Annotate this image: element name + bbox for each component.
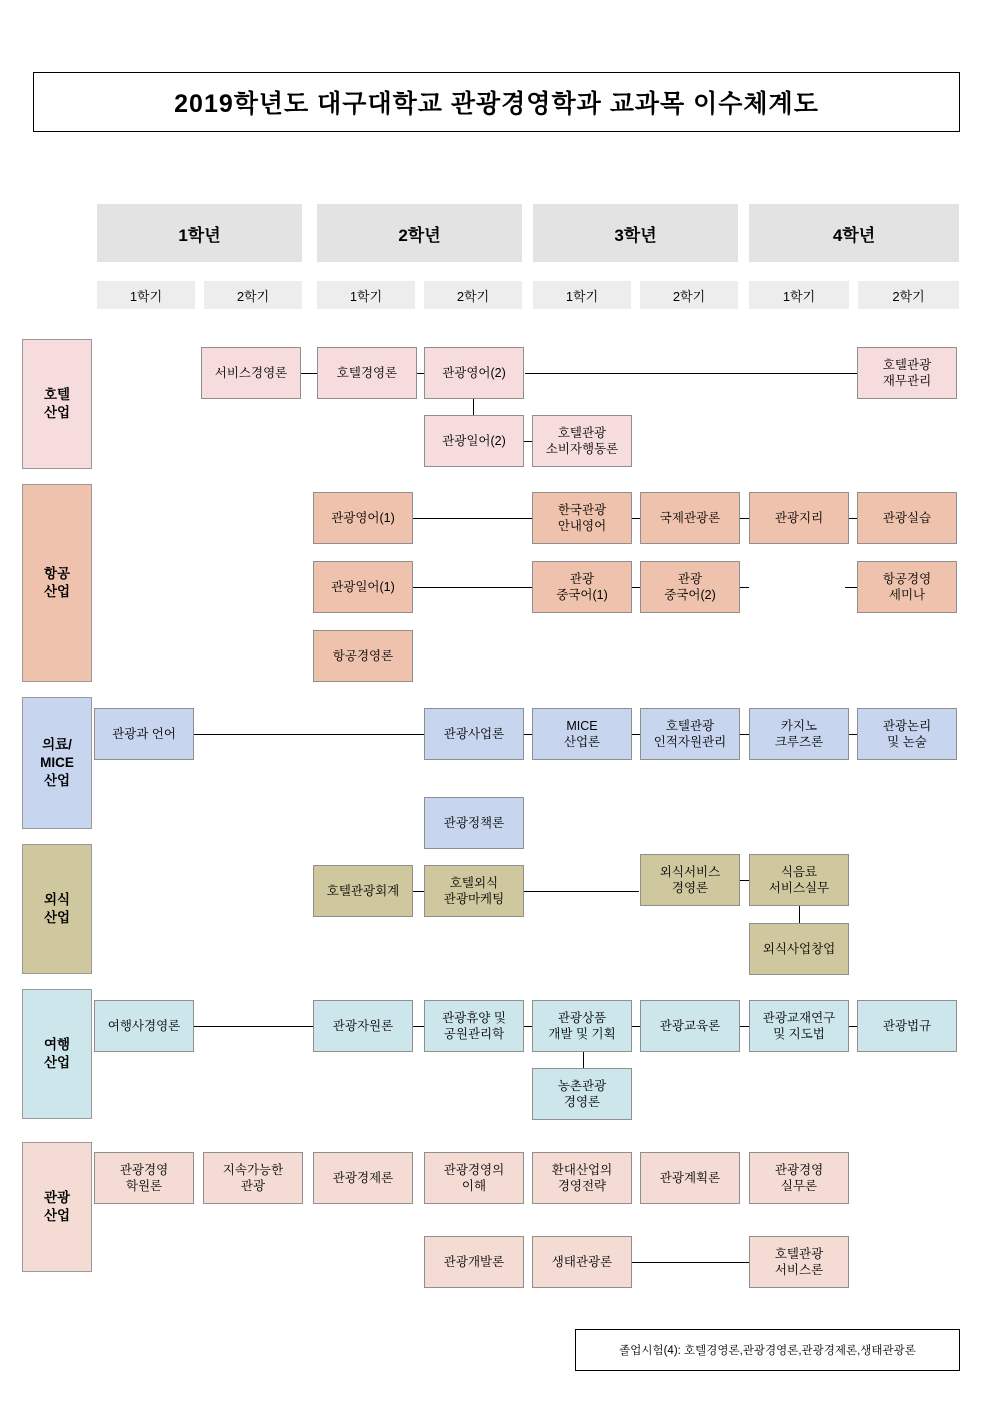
semester-header-2-2: [423, 280, 523, 310]
connector-line: [525, 373, 858, 374]
course-box[interactable]: 호텔관광 서비스론: [749, 1236, 849, 1288]
page-title-text: 2019학년도 대구대학교 관광경영학과 교과목 이수체계도: [174, 90, 819, 118]
semester-header-3-2: [639, 280, 739, 310]
course-box[interactable]: 항공경영 세미나: [857, 561, 957, 613]
course-box[interactable]: 관광교재연구 및 지도법: [749, 1000, 849, 1052]
connector-line: [412, 518, 532, 519]
connector-line: [194, 734, 424, 735]
semester-header-3-2-label: 2학기: [672, 288, 706, 304]
year-header-4-label: 4학년: [832, 225, 876, 245]
semester-header-2-1-label: 1학기: [349, 288, 383, 304]
semester-header-1-1-label: 1학기: [129, 288, 163, 304]
course-box[interactable]: 관광경영 학원론: [94, 1152, 194, 1204]
course-box[interactable]: 관광법규: [857, 1000, 957, 1052]
course-box[interactable]: 호텔경영론: [317, 347, 417, 399]
graduation-exam-note-text: 졸업시험(4): 호텔경영론,관광경영론,관광경제론,생태관광론: [619, 1345, 916, 1357]
connector-line: [799, 906, 800, 923]
course-box[interactable]: MICE 산업론: [532, 708, 632, 760]
category-label-food: 외식 산업: [22, 844, 92, 974]
connector-line: [583, 1052, 584, 1068]
semester-header-3-1-label: 1학기: [565, 288, 599, 304]
course-box[interactable]: 국제관광론: [640, 492, 740, 544]
year-header-3: [532, 203, 739, 263]
semester-header-3-1: [532, 280, 632, 310]
year-header-2-label: 2학년: [398, 225, 441, 245]
course-box[interactable]: 관광일어(1): [313, 561, 413, 613]
course-box[interactable]: 호텔관광 인적자원관리: [640, 708, 740, 760]
graduation-exam-note: [575, 1329, 960, 1371]
semester-header-1-2: [203, 280, 303, 310]
course-box[interactable]: 한국관광 안내영어: [532, 492, 632, 544]
semester-header-4-2: [857, 280, 960, 310]
course-box[interactable]: 관광교육론: [640, 1000, 740, 1052]
category-label-air: 항공 산업: [22, 484, 92, 682]
course-box[interactable]: 호텔외식 관광마케팅: [424, 865, 524, 917]
course-box[interactable]: 관광지리: [749, 492, 849, 544]
course-box[interactable]: 관광경영의 이해: [424, 1152, 524, 1204]
page-title: [33, 72, 960, 132]
course-box[interactable]: 관광상품 개발 및 기획: [532, 1000, 632, 1052]
semester-header-1-2-label: 2학기: [236, 288, 270, 304]
course-box[interactable]: 관광휴양 및 공원관리학: [424, 1000, 524, 1052]
semester-header-2-1: [316, 280, 416, 310]
course-box[interactable]: 관광경영 실무론: [749, 1152, 849, 1204]
course-box[interactable]: 여행사경영론: [94, 1000, 194, 1052]
course-box[interactable]: 호텔관광 소비자행동론: [532, 415, 632, 467]
course-box[interactable]: 관광일어(2): [424, 415, 524, 467]
course-box[interactable]: 호텔관광회계: [313, 865, 413, 917]
semester-header-4-1-label: 1학기: [782, 288, 816, 304]
year-header-3-label: 3학년: [614, 225, 657, 245]
semester-header-1-1: [96, 280, 196, 310]
connector-line: [412, 587, 532, 588]
course-box[interactable]: 관광사업론: [424, 708, 524, 760]
category-label-mice: 의료/ MICE 산업: [22, 697, 92, 829]
course-box[interactable]: 관광개발론: [424, 1236, 524, 1288]
course-box[interactable]: 외식사업창업: [749, 923, 849, 975]
semester-header-2-2-label: 2학기: [456, 288, 490, 304]
course-box[interactable]: 관광정책론: [424, 797, 524, 849]
course-box[interactable]: 식음료 서비스실무: [749, 854, 849, 906]
semester-header-4-1: [748, 280, 850, 310]
course-box[interactable]: 관광영어(2): [424, 347, 524, 399]
course-box[interactable]: 서비스경영론: [201, 347, 301, 399]
course-box[interactable]: 외식서비스 경영론: [640, 854, 740, 906]
course-box[interactable]: 생태관광론: [532, 1236, 632, 1288]
course-box[interactable]: 농촌관광 경영론: [532, 1068, 632, 1120]
course-box[interactable]: 관광 중국어(2): [640, 561, 740, 613]
course-box[interactable]: 관광논리 및 논술: [857, 708, 957, 760]
year-header-1-label: 1학년: [178, 225, 221, 245]
connector-line: [473, 399, 474, 415]
semester-header-4-2-label: 2학기: [892, 288, 925, 304]
course-box[interactable]: 카지노 크루즈론: [749, 708, 849, 760]
connector-line: [194, 1026, 313, 1027]
year-header-4: [748, 203, 960, 263]
course-box[interactable]: 관광계획론: [640, 1152, 740, 1204]
category-label-hotel: 호텔 산업: [22, 339, 92, 469]
course-box[interactable]: 관광자원론: [313, 1000, 413, 1052]
course-box[interactable]: 관광과 언어: [94, 708, 194, 760]
course-box[interactable]: 호텔관광 재무관리: [857, 347, 957, 399]
course-box[interactable]: 환대산업의 경영전략: [532, 1152, 632, 1204]
connector-line: [629, 1262, 749, 1263]
course-box[interactable]: 관광경제론: [313, 1152, 413, 1204]
year-header-1: [96, 203, 303, 263]
category-label-travel: 여행 산업: [22, 989, 92, 1119]
course-box[interactable]: 관광 중국어(1): [532, 561, 632, 613]
course-box[interactable]: 관광실습: [857, 492, 957, 544]
category-label-tour: 관광 산업: [22, 1142, 92, 1272]
connector-line: [301, 373, 317, 374]
course-box[interactable]: 항공경영론: [313, 630, 413, 682]
connector-line: [521, 891, 639, 892]
course-box[interactable]: 지속가능한 관광: [203, 1152, 303, 1204]
year-header-2: [316, 203, 523, 263]
course-box[interactable]: 관광영어(1): [313, 492, 413, 544]
